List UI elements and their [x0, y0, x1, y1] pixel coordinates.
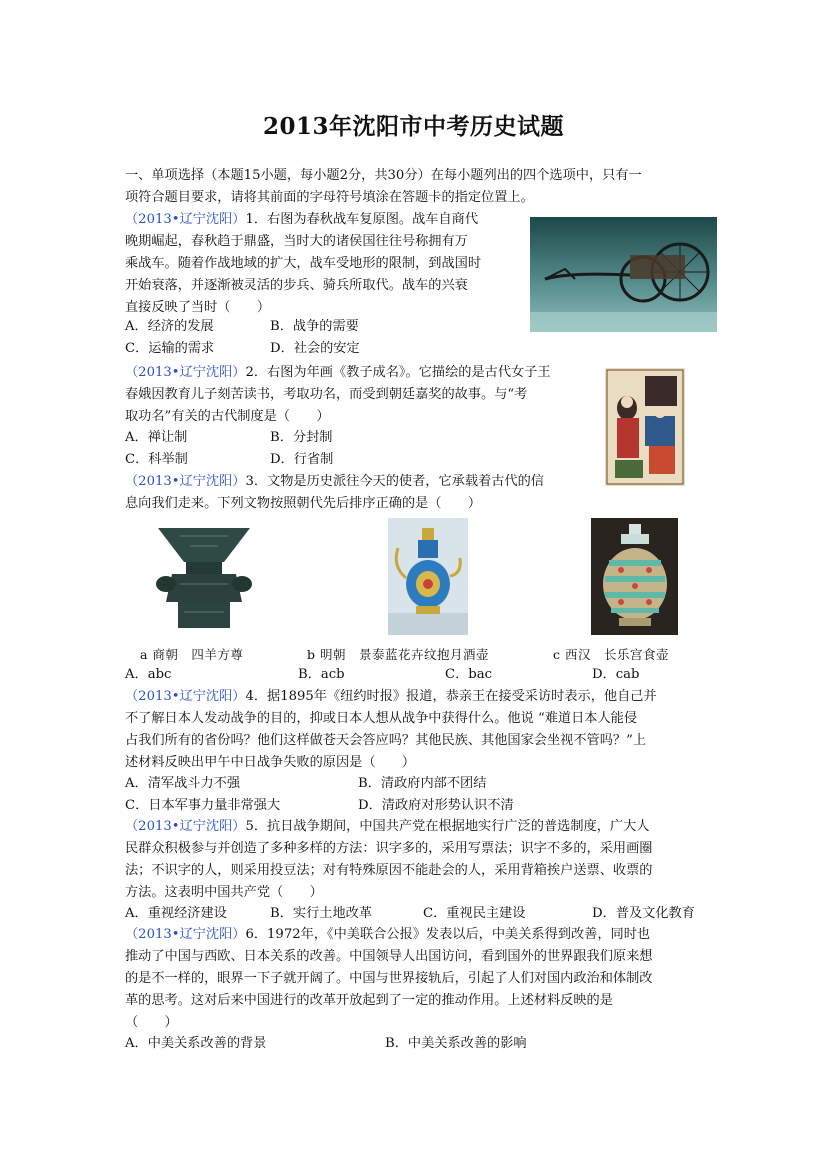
q4-option-c: C．日本军事力量非常强大 [125, 798, 281, 813]
q4-line-3: 占我们所有的省份吗？他们这样做苍天会答应吗？其他民族、其他国家会坐视不管吗？”上 [125, 733, 647, 748]
q2-line-2: 春娥因教育儿子刻苦读书，考取功名，而受到朝廷嘉奖的故事。与“考 [125, 387, 528, 402]
q5-option-c: C．重视民主建设 [423, 906, 526, 921]
q1-line-5: 直接反映了当时（ ） [125, 300, 271, 315]
q5-option-d: D．普及文化教育 [592, 906, 695, 921]
q4-line-4: 述材料反映出甲午中日战争失败的原因是（ ） [125, 755, 416, 770]
section-intro-line-2: 项符合题目要求，请将其前面的字母符号填涂在答题卡的指定位置上。 [125, 190, 534, 205]
cloisonne-wine-pot-photo [388, 518, 468, 635]
q6-source: （2013•辽宁沈阳） [125, 927, 246, 942]
q4-line-1: （2013•辽宁沈阳）4．据1895年《纽约时报》报道，恭亲王在接受采访时表示，他自己并 [125, 689, 657, 704]
q3-line-1: （2013•辽宁沈阳）3．文物是历史派往今天的使者，它承载着古代的信 [125, 474, 544, 489]
q3-option-c: C．bac [445, 667, 492, 682]
q1-option-a: A．经济的发展 [125, 319, 214, 334]
q2-option-a: A．禅让制 [125, 430, 188, 445]
q1-line-4: 开始衰落，并逐渐被灵活的步兵、骑兵所取代。战车的兴衰 [125, 278, 468, 293]
new-year-painting [605, 368, 685, 486]
q2-option-b: B．分封制 [270, 430, 333, 445]
q1-option-c: C．运输的需求 [125, 341, 215, 356]
q4-source: （2013•辽宁沈阳） [125, 689, 246, 704]
q1-option-d: D．社会的安定 [270, 341, 360, 356]
q5-option-b: B．实行土地改革 [270, 906, 373, 921]
q2-line-1: （2013•辽宁沈阳）2．右图为年画《教子成名》。它描绘的是古代女子王 [125, 365, 551, 380]
q3-option-b: B．acb [298, 667, 345, 682]
q5-line-2: 民群众积极参与并创造了多种多样的方法：识字多的，采用写票法；识字不多的，采用画圈 [125, 841, 653, 856]
four-goat-square-zun-photo [150, 522, 258, 634]
q5-line-1: （2013•辽宁沈阳）5．抗日战争期间，中国共产党在根据地实行广泛的普选制度，广大人 [125, 819, 650, 834]
q3-caption-c: c 西汉 长乐宫食壶 [553, 647, 669, 662]
q5-source: （2013•辽宁沈阳） [125, 819, 246, 834]
q6-line-5: （ ） [125, 1015, 178, 1030]
q1-option-b: B．战争的需要 [270, 319, 359, 334]
page-title: 2013年沈阳市中考历史试题 [262, 113, 564, 140]
chariot-photo [530, 217, 717, 332]
q5-line-3: 法；不识字的人，则采用投豆法；对有特殊原因不能赴会的人，采用背箱挨户送票、收票的 [125, 863, 653, 878]
q6-line-1: （2013•辽宁沈阳）6．1972年，《中美联合公报》发表以后，中美关系得到改善，同时也 [125, 927, 651, 942]
q1-line-2: 晚期崛起，春秋趋于鼎盛，当时大的诸侯国往往号称拥有万 [125, 234, 468, 249]
q6-option-a: A．中美关系改善的背景 [125, 1036, 267, 1051]
q6-line-3: 的是不一样的，眼界一下子就开阔了。中国与世界接轨后，引起了人们对国内政治和体制改 [125, 971, 653, 986]
q3-option-a: A．abc [125, 667, 172, 682]
q5-option-a: A．重视经济建设 [125, 906, 227, 921]
q1-line-1: （2013•辽宁沈阳）1．右图为春秋战车复原图。战车自商代 [125, 212, 479, 227]
q6-line-4: 革的思考。这对后来中国进行的改革开放起到了一定的推动作用。上述材料反映的是 [125, 993, 613, 1008]
q3-caption-b: b 明朝 景泰蓝花卉纹抱月酒壶 [307, 647, 489, 662]
q3-option-d: D．cab [592, 667, 640, 682]
q2-source: （2013•辽宁沈阳） [125, 365, 246, 380]
q2-line-3: 取功名”有关的古代制度是（ ） [125, 409, 330, 424]
section-intro-line-1: 一、单项选择（本题15小题，每小题2分，共30分）在每小题列出的四个选项中，只有一 [125, 168, 642, 183]
q4-option-b: B．清政府内部不团结 [358, 776, 487, 791]
q6-option-b: B．中美关系改善的影响 [385, 1036, 527, 1051]
q5-line-4: 方法。这表明中国共产党（ ） [125, 885, 323, 900]
q4-option-a: A．清军战斗力不强 [125, 776, 241, 791]
q3-caption-a: a 商朝 四羊方尊 [140, 647, 244, 662]
q4-option-d: D．清政府对形势认识不清 [358, 798, 514, 813]
q2-option-d: D．行省制 [270, 452, 334, 467]
q2-option-c: C．科举制 [125, 452, 188, 467]
changle-palace-food-pot-photo [591, 518, 678, 635]
q3-line-2: 息向我们走来。下列文物按照朝代先后排序正确的是（ ） [125, 496, 482, 511]
q4-line-2: 不了解日本人发动战争的目的，抑或日本人想从战争中获得什么。他说 “难道日本人能侵 [125, 711, 638, 726]
q3-source: （2013•辽宁沈阳） [125, 474, 246, 489]
q1-line-3: 乘战车。随着作战地域的扩大，战车受地形的限制，到战国时 [125, 256, 482, 271]
q1-source: （2013•辽宁沈阳） [125, 212, 246, 227]
q6-line-2: 推动了中国与西欧、日本关系的改善。中国领导人出国访问，看到国外的世界跟我们原来想 [125, 949, 653, 964]
